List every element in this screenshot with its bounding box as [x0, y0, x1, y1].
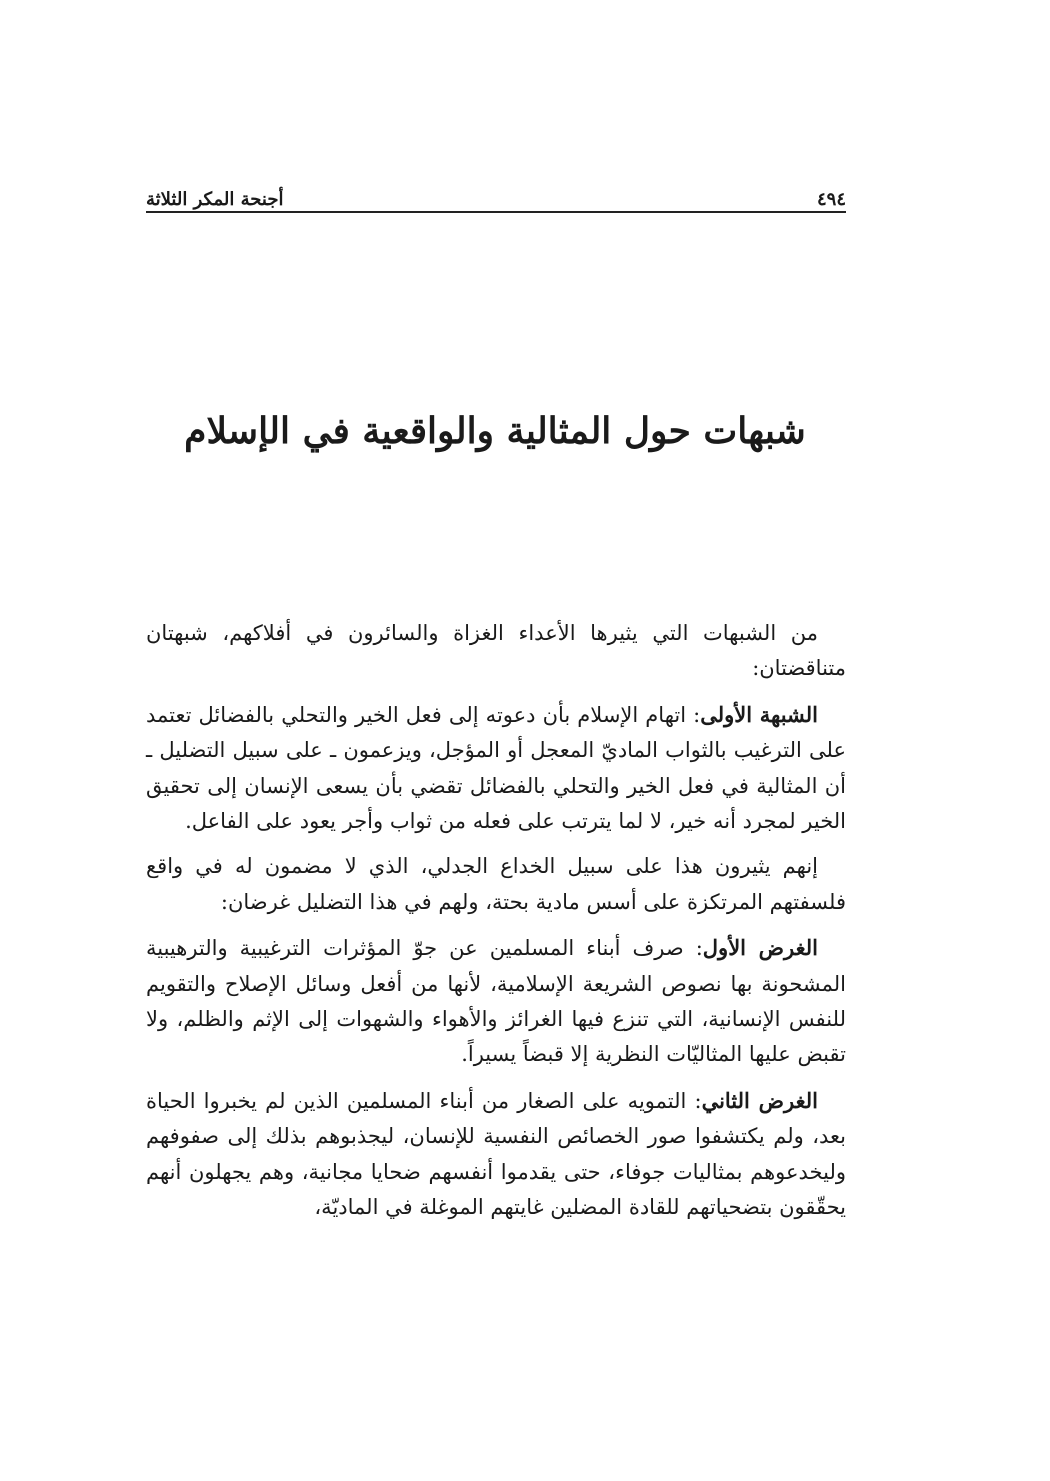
paragraph-two-aims — [146, 849, 846, 920]
paragraph-term: الغرض الأول — [702, 935, 818, 961]
paragraph-text: : صرف أبناء المسلمين عن جوّ المؤثرات الترغيبية والترهيبية المشحونة بها نصوص الشريعة الإسلامية، لأنها من أفعل وسائل الإصلاح والتقويم للنفس الإنسانية، التي تنزع فيها الغرائز والأهواء والشهوات إلى الإثم والظلم، ولا تقبض عليها المثاليّات النظرية إلا قبضاً يسيراً. — [146, 936, 846, 1067]
page-header — [146, 176, 846, 210]
paragraph-text: : اتهام الإسلام بأن دعوته إلى فعل الخير والتحلي بالفضائل تعتمد على الترغيب بالثواب الماديّ المعجل أو المؤجل، ويزعمون ـ على سبيل التضليل ـ أن المثالية في فعل الخير والتحلي بالفضائل تقضي بأن يسعى الإنسان إلى تحقيق الخير لمجرد أنه خير، لا لما يترتب على فعله من ثواب وأجر يعود على الفاعل. — [146, 702, 846, 834]
paragraph-intro — [146, 616, 846, 687]
running-book-title: أجنحة المكر الثلاثة — [146, 189, 284, 210]
paragraph-first-doubt — [146, 697, 846, 840]
body-text — [146, 616, 846, 1236]
paragraph-first-aim — [146, 930, 846, 1073]
paragraph-term: الشبهة الأولى — [700, 701, 818, 727]
paragraph-text: إنهم يثيرون هذا على سبيل الخداع الجدلي، الذي لا مضمون له في واقع فلسفتهم المرتكزة على أسس مادية بحتة، ولهم في هذا التضليل غرضان: — [146, 854, 846, 914]
page-number: ٤٩٤ — [816, 189, 846, 210]
header-divider — [146, 211, 846, 213]
paragraph-second-aim — [146, 1083, 846, 1226]
paragraph-text: : التمويه على الصغار من أبناء المسلمين الذين لم يخبروا الحياة بعد، ولم يكتشفوا صور الخصائص النفسية للإنسان، ليجذبوهم بذلك إلى صفوفهم وليخدعوهم بمثاليات جوفاء، حتى يقدموا أنفسهم ضحايا مجانية، وهم يجهلون أنهم يحقّقون بتضحياتهم للقادة المضلين غايتهم الموغلة في الماديّة، — [146, 1088, 846, 1220]
paragraph-term: الغرض الثاني — [701, 1087, 818, 1113]
paragraph-text: من الشبهات التي يثيرها الأعداء الغزاة والسائرون في أفلاكهم، شبهتان متناقضتان: — [146, 621, 846, 681]
chapter-title: شبهات حول المثالية والواقعية في الإسلام — [184, 410, 806, 452]
